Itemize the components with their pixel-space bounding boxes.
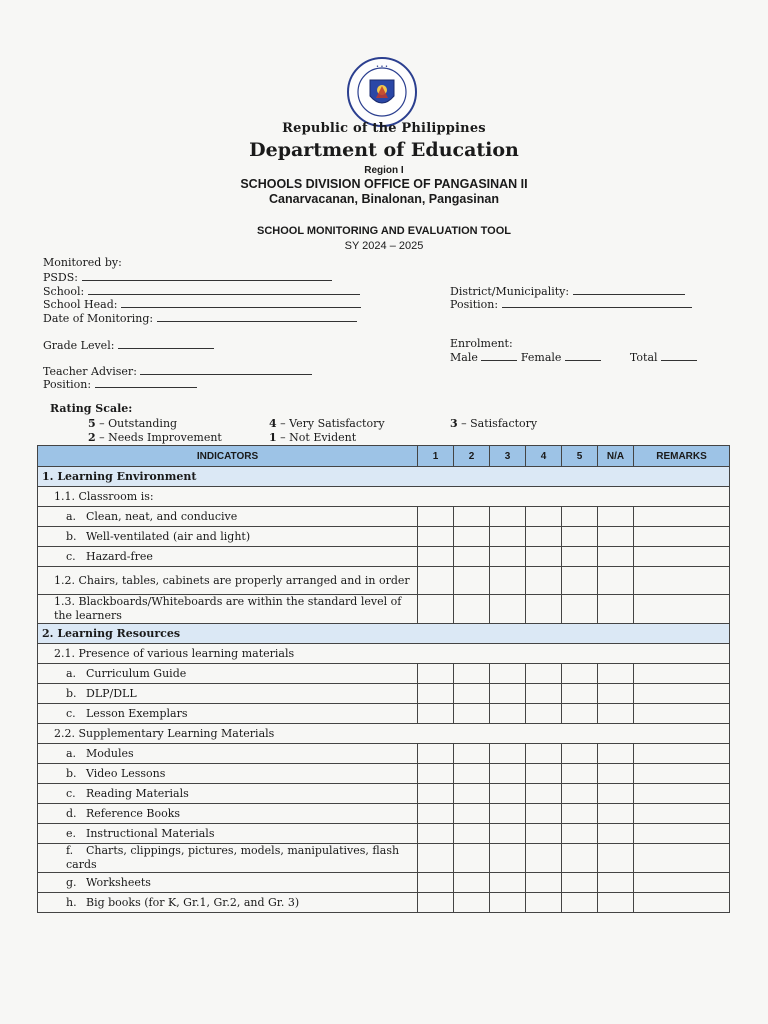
monitoring-table bbox=[37, 445, 730, 913]
remarks-cell[interactable] bbox=[634, 893, 730, 913]
indicator-cell bbox=[38, 527, 418, 547]
svg-text:• • •: • • • bbox=[375, 64, 389, 70]
republic-heading: Republic of the Philippines bbox=[282, 121, 486, 136]
rating-3-cell[interactable] bbox=[490, 567, 526, 595]
na-cell[interactable] bbox=[598, 567, 634, 595]
rating-5-cell[interactable] bbox=[562, 684, 598, 704]
indicator-text: DLP/DLL bbox=[86, 686, 137, 700]
rating-2-cell[interactable] bbox=[454, 873, 490, 893]
rating-2-cell[interactable] bbox=[454, 704, 490, 724]
deped-seal-icon bbox=[346, 56, 418, 128]
date-of-monitoring-field[interactable] bbox=[43, 311, 357, 325]
total-label: Total bbox=[629, 351, 658, 364]
indicator-cell bbox=[38, 704, 418, 724]
item-marker: b. bbox=[66, 686, 77, 700]
indicator-text: Clean, neat, and conducive bbox=[86, 509, 238, 523]
region-heading: Region I bbox=[364, 165, 404, 176]
school-head-line[interactable] bbox=[121, 297, 361, 308]
indicator-text: 1.2. Chairs, tables, cabinets are properly arranged and in order bbox=[54, 573, 410, 587]
subsection-label: 1.1. Classroom is: bbox=[38, 487, 730, 507]
remarks-cell[interactable] bbox=[634, 547, 730, 567]
psds-label: PSDS: bbox=[43, 271, 78, 284]
psds-line[interactable] bbox=[82, 270, 332, 281]
subsection-label: 2.1. Presence of various learning materials bbox=[38, 644, 730, 664]
rating-2-cell[interactable] bbox=[454, 784, 490, 804]
indicator-cell bbox=[38, 784, 418, 804]
table-row bbox=[38, 804, 730, 824]
na-cell[interactable] bbox=[598, 764, 634, 784]
indicator-cell bbox=[38, 824, 418, 844]
rating-4-cell[interactable] bbox=[526, 893, 562, 913]
rating-3-cell[interactable] bbox=[490, 764, 526, 784]
rating-4-cell[interactable] bbox=[526, 507, 562, 527]
rating-3-cell[interactable] bbox=[490, 873, 526, 893]
rating-4-cell[interactable] bbox=[526, 547, 562, 567]
indicator-cell bbox=[38, 844, 418, 873]
psds-field[interactable] bbox=[43, 270, 332, 284]
remarks-cell[interactable] bbox=[634, 567, 730, 595]
na-cell[interactable] bbox=[598, 595, 634, 624]
section-label: 1. Learning Environment bbox=[38, 467, 730, 487]
position-left-label: Position: bbox=[43, 378, 92, 391]
rating-5-cell[interactable] bbox=[562, 527, 598, 547]
item-marker: a. bbox=[66, 746, 77, 760]
rating-1-cell[interactable] bbox=[418, 684, 454, 704]
indicator-text: Instructional Materials bbox=[86, 826, 215, 840]
rating-5-cell[interactable] bbox=[562, 507, 598, 527]
position-right-label: Position: bbox=[450, 298, 499, 311]
district-field[interactable] bbox=[450, 284, 685, 298]
date-of-monitoring-label: Date of Monitoring: bbox=[43, 312, 154, 325]
rating-4-cell[interactable] bbox=[526, 567, 562, 595]
na-cell[interactable] bbox=[598, 704, 634, 724]
division-heading: SCHOOLS DIVISION OFFICE OF PANGASINAN II bbox=[240, 177, 528, 191]
rating-5-cell[interactable] bbox=[562, 764, 598, 784]
table-row bbox=[38, 664, 730, 684]
indicator-text: Worksheets bbox=[86, 875, 151, 889]
table-row bbox=[38, 567, 730, 595]
remarks-cell[interactable] bbox=[634, 595, 730, 624]
rating-3-cell[interactable] bbox=[490, 704, 526, 724]
division-address: Canarvacanan, Binalonan, Pangasinan bbox=[269, 192, 499, 206]
indicator-text: Video Lessons bbox=[86, 766, 166, 780]
table-row bbox=[38, 487, 730, 507]
rating-5-cell[interactable] bbox=[562, 744, 598, 764]
header-indicators: INDICATORS bbox=[38, 446, 418, 467]
teacher-adviser-line[interactable] bbox=[140, 364, 312, 375]
na-cell[interactable] bbox=[598, 527, 634, 547]
item-marker: a. bbox=[66, 666, 77, 680]
rating-2-cell[interactable] bbox=[454, 595, 490, 624]
school-head-field[interactable] bbox=[43, 297, 361, 311]
rating-3-cell[interactable] bbox=[490, 664, 526, 684]
indicator-text: Reading Materials bbox=[86, 786, 189, 800]
rating-3-cell[interactable] bbox=[490, 547, 526, 567]
rating-2-cell[interactable] bbox=[454, 764, 490, 784]
item-marker: c. bbox=[66, 706, 76, 720]
indicator-text: Hazard-free bbox=[86, 549, 153, 563]
rating-1-cell[interactable] bbox=[418, 704, 454, 724]
rating-5-cell[interactable] bbox=[562, 824, 598, 844]
rating-4-cell[interactable] bbox=[526, 784, 562, 804]
subsection-label: 2.2. Supplementary Learning Materials bbox=[38, 724, 730, 744]
table-row bbox=[38, 595, 730, 624]
header-rating-4: 4 bbox=[526, 446, 562, 467]
indicator-text: Well-ventilated (air and light) bbox=[86, 529, 251, 543]
rating-4-cell[interactable] bbox=[526, 764, 562, 784]
rating-2-cell[interactable] bbox=[454, 744, 490, 764]
indicator-cell bbox=[38, 744, 418, 764]
rating-2-cell[interactable] bbox=[454, 844, 490, 873]
table-row bbox=[38, 704, 730, 724]
rating-4-cell[interactable] bbox=[526, 744, 562, 764]
table-row bbox=[38, 724, 730, 744]
rating-1-cell[interactable] bbox=[418, 507, 454, 527]
rating-5-cell[interactable] bbox=[562, 804, 598, 824]
enrolment-fields[interactable] bbox=[450, 350, 697, 364]
rating-5-cell[interactable] bbox=[562, 893, 598, 913]
na-cell[interactable] bbox=[598, 744, 634, 764]
item-marker: e. bbox=[66, 826, 77, 840]
rating-4-cell[interactable] bbox=[526, 527, 562, 547]
rating-4-cell[interactable] bbox=[526, 804, 562, 824]
grade-level-field[interactable] bbox=[43, 338, 214, 352]
position-right-line[interactable] bbox=[502, 297, 692, 308]
enrolment-label: Enrolment: bbox=[450, 337, 513, 350]
table-row bbox=[38, 844, 730, 873]
na-cell[interactable] bbox=[598, 893, 634, 913]
position-right-field[interactable] bbox=[450, 297, 692, 311]
rating-4-cell[interactable] bbox=[526, 844, 562, 873]
rating-1: 1 – Not Evident bbox=[269, 431, 357, 444]
rating-1-cell[interactable] bbox=[418, 764, 454, 784]
rating-2-cell[interactable] bbox=[454, 567, 490, 595]
na-cell[interactable] bbox=[598, 784, 634, 804]
indicator-cell bbox=[38, 893, 418, 913]
na-cell[interactable] bbox=[598, 844, 634, 873]
date-of-monitoring-line[interactable] bbox=[157, 311, 357, 322]
section-label: 2. Learning Resources bbox=[38, 624, 730, 644]
na-cell[interactable] bbox=[598, 824, 634, 844]
remarks-cell[interactable] bbox=[634, 527, 730, 547]
rating-2-cell[interactable] bbox=[454, 824, 490, 844]
form-title: SCHOOL MONITORING AND EVALUATION TOOL bbox=[256, 225, 512, 237]
rating-1-cell[interactable] bbox=[418, 844, 454, 873]
indicator-text: Reference Books bbox=[86, 806, 181, 820]
table-row bbox=[38, 547, 730, 567]
indicator-cell bbox=[38, 595, 418, 624]
total-line[interactable] bbox=[661, 350, 697, 361]
item-marker: h. bbox=[66, 895, 77, 909]
header-rating-1: 1 bbox=[418, 446, 454, 467]
rating-1-cell[interactable] bbox=[418, 527, 454, 547]
rating-3-cell[interactable] bbox=[490, 744, 526, 764]
rating-1-cell[interactable] bbox=[418, 784, 454, 804]
rating-3-cell[interactable] bbox=[490, 844, 526, 873]
rating-1-cell[interactable] bbox=[418, 804, 454, 824]
rating-5-cell[interactable] bbox=[562, 664, 598, 684]
remarks-cell[interactable] bbox=[634, 744, 730, 764]
department-heading: Department of Education bbox=[249, 139, 519, 161]
rating-5: 5 – Outstanding bbox=[88, 417, 178, 430]
header-rating-2: 2 bbox=[454, 446, 490, 467]
item-marker: a. bbox=[66, 509, 77, 523]
rating-2-cell[interactable] bbox=[454, 664, 490, 684]
indicator-cell bbox=[38, 507, 418, 527]
item-marker: f. bbox=[66, 844, 74, 857]
indicator-cell bbox=[38, 547, 418, 567]
rating-5-cell[interactable] bbox=[562, 567, 598, 595]
indicator-text: Curriculum Guide bbox=[86, 666, 187, 680]
remarks-cell[interactable] bbox=[634, 784, 730, 804]
item-marker: b. bbox=[66, 766, 77, 780]
remarks-cell[interactable] bbox=[634, 873, 730, 893]
remarks-cell[interactable] bbox=[634, 844, 730, 873]
indicator-text: Modules bbox=[86, 746, 134, 760]
indicator-text: 1.3. Blackboards/Whiteboards are within the standard level of the learners bbox=[54, 595, 402, 622]
district-label: District/Municipality: bbox=[450, 285, 570, 298]
rating-1-cell[interactable] bbox=[418, 664, 454, 684]
rating-2: 2 – Needs Improvement bbox=[88, 431, 222, 444]
rating-5-cell[interactable] bbox=[562, 595, 598, 624]
indicator-text: Big books (for K, Gr.1, Gr.2, and Gr. 3) bbox=[86, 895, 300, 909]
item-marker: c. bbox=[66, 549, 76, 563]
table-row bbox=[38, 784, 730, 804]
rating-1-cell[interactable] bbox=[418, 873, 454, 893]
school-head-label: School Head: bbox=[43, 298, 118, 311]
position-left-line[interactable] bbox=[95, 377, 197, 388]
rating-4: 4 – Very Satisfactory bbox=[269, 417, 385, 430]
rating-1-cell[interactable] bbox=[418, 824, 454, 844]
remarks-cell[interactable] bbox=[634, 684, 730, 704]
remarks-cell[interactable] bbox=[634, 664, 730, 684]
male-line[interactable] bbox=[481, 350, 517, 361]
female-line[interactable] bbox=[565, 350, 601, 361]
rating-3-cell[interactable] bbox=[490, 893, 526, 913]
rating-4-cell[interactable] bbox=[526, 704, 562, 724]
indicator-cell bbox=[38, 684, 418, 704]
rating-5-cell[interactable] bbox=[562, 784, 598, 804]
rating-1-cell[interactable] bbox=[418, 567, 454, 595]
table-row bbox=[38, 873, 730, 893]
header-na: N/A bbox=[598, 446, 634, 467]
male-label: Male bbox=[450, 351, 478, 364]
rating-3-cell[interactable] bbox=[490, 684, 526, 704]
remarks-cell[interactable] bbox=[634, 804, 730, 824]
rating-2-cell[interactable] bbox=[454, 804, 490, 824]
teacher-adviser-field[interactable] bbox=[43, 364, 312, 378]
indicator-cell bbox=[38, 764, 418, 784]
indicator-cell bbox=[38, 664, 418, 684]
rating-1-cell[interactable] bbox=[418, 893, 454, 913]
rating-1-cell[interactable] bbox=[418, 547, 454, 567]
table-row bbox=[38, 684, 730, 704]
table-row bbox=[38, 507, 730, 527]
rating-5-cell[interactable] bbox=[562, 547, 598, 567]
table-section-row bbox=[38, 467, 730, 487]
na-cell[interactable] bbox=[598, 873, 634, 893]
rating-4-cell[interactable] bbox=[526, 684, 562, 704]
remarks-cell[interactable] bbox=[634, 704, 730, 724]
header-rating-3: 3 bbox=[490, 446, 526, 467]
rating-scale-title: Rating Scale: bbox=[50, 402, 133, 415]
item-marker: b. bbox=[66, 529, 77, 543]
indicator-text: Charts, clippings, pictures, models, manipulatives, flash cards bbox=[66, 844, 400, 871]
rating-3-cell[interactable] bbox=[490, 595, 526, 624]
rating-4-cell[interactable] bbox=[526, 664, 562, 684]
table-row bbox=[38, 527, 730, 547]
header-remarks: REMARKS bbox=[634, 446, 730, 467]
rating-1-cell[interactable] bbox=[418, 744, 454, 764]
rating-4-cell[interactable] bbox=[526, 595, 562, 624]
na-cell[interactable] bbox=[598, 547, 634, 567]
indicator-text: Lesson Exemplars bbox=[86, 706, 188, 720]
rating-2-cell[interactable] bbox=[454, 684, 490, 704]
school-label: School: bbox=[43, 285, 85, 298]
rating-5-cell[interactable] bbox=[562, 844, 598, 873]
indicator-cell bbox=[38, 873, 418, 893]
table-row bbox=[38, 893, 730, 913]
remarks-cell[interactable] bbox=[634, 507, 730, 527]
rating-3-cell[interactable] bbox=[490, 824, 526, 844]
indicator-cell bbox=[38, 804, 418, 824]
rating-2-cell[interactable] bbox=[454, 547, 490, 567]
rating-1-cell[interactable] bbox=[418, 595, 454, 624]
table-row bbox=[38, 824, 730, 844]
item-marker: g. bbox=[66, 875, 77, 889]
item-marker: c. bbox=[66, 786, 76, 800]
rating-2-cell[interactable] bbox=[454, 893, 490, 913]
rating-3-cell[interactable] bbox=[490, 804, 526, 824]
teacher-adviser-label: Teacher Adviser: bbox=[43, 365, 137, 378]
item-marker: d. bbox=[66, 806, 77, 820]
female-label: Female bbox=[520, 351, 562, 364]
na-cell[interactable] bbox=[598, 664, 634, 684]
table-row bbox=[38, 744, 730, 764]
rating-3-cell[interactable] bbox=[490, 784, 526, 804]
school-line[interactable] bbox=[88, 284, 360, 295]
table-header-row bbox=[38, 446, 730, 467]
school-year: SY 2024 – 2025 bbox=[344, 240, 424, 252]
district-line[interactable] bbox=[573, 284, 685, 295]
na-cell[interactable] bbox=[598, 684, 634, 704]
rating-2-cell[interactable] bbox=[454, 527, 490, 547]
table-section-row bbox=[38, 624, 730, 644]
indicator-cell bbox=[38, 567, 418, 595]
table-row bbox=[38, 644, 730, 664]
rating-5-cell[interactable] bbox=[562, 873, 598, 893]
rating-5-cell[interactable] bbox=[562, 704, 598, 724]
na-cell[interactable] bbox=[598, 804, 634, 824]
rating-3-cell[interactable] bbox=[490, 527, 526, 547]
rating-3-cell[interactable] bbox=[490, 507, 526, 527]
rating-4-cell[interactable] bbox=[526, 824, 562, 844]
na-cell[interactable] bbox=[598, 507, 634, 527]
position-left-field[interactable] bbox=[43, 377, 197, 391]
rating-3: 3 – Satisfactory bbox=[450, 417, 538, 430]
header-rating-5: 5 bbox=[562, 446, 598, 467]
school-field[interactable] bbox=[43, 284, 360, 298]
grade-level-label: Grade Level: bbox=[43, 339, 115, 352]
table-row bbox=[38, 764, 730, 784]
grade-level-line[interactable] bbox=[118, 338, 214, 349]
rating-4-cell[interactable] bbox=[526, 873, 562, 893]
remarks-cell[interactable] bbox=[634, 824, 730, 844]
remarks-cell[interactable] bbox=[634, 764, 730, 784]
monitored-by-label: Monitored by: bbox=[43, 256, 122, 269]
rating-2-cell[interactable] bbox=[454, 507, 490, 527]
